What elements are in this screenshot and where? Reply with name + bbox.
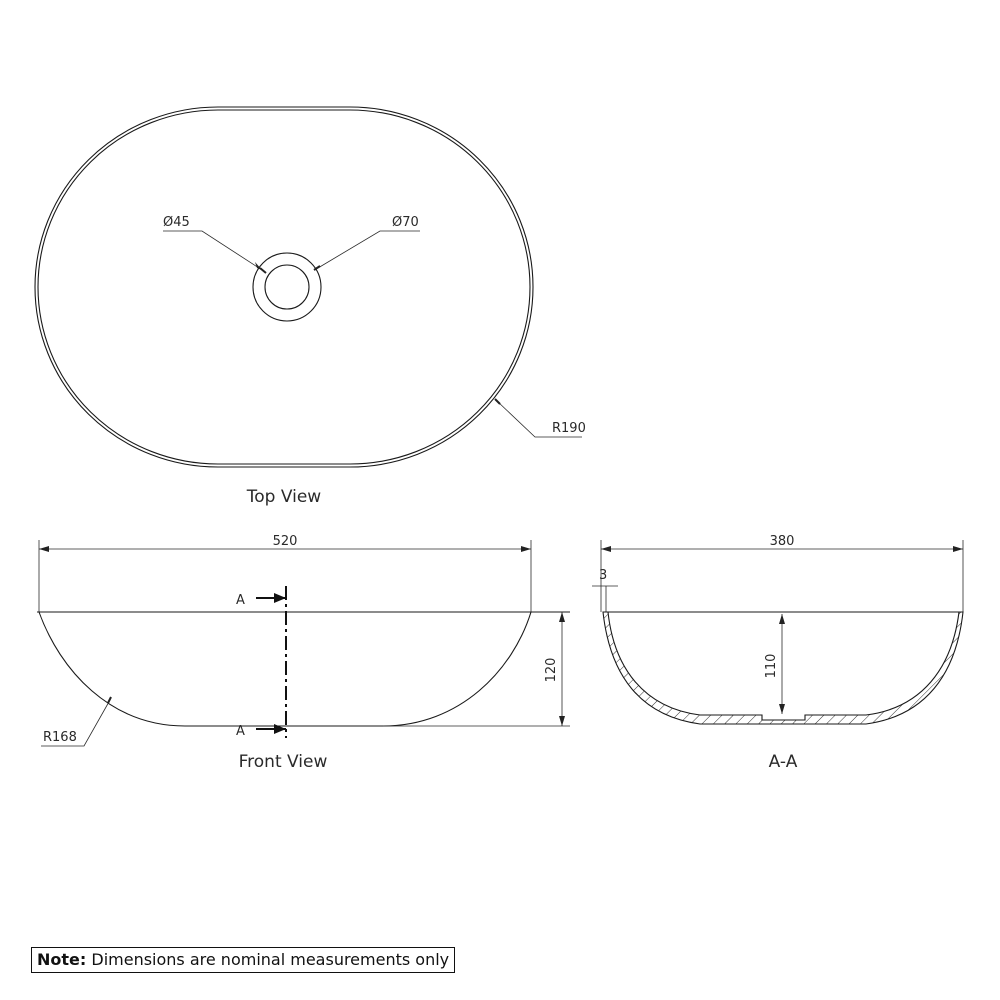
dim-front-radius: R168 <box>43 730 77 745</box>
waste-outer-circle <box>253 253 321 321</box>
section-view <box>592 534 963 772</box>
dim-top-radius: R190 <box>552 421 586 436</box>
dim-height: 120 <box>544 657 559 683</box>
note-box <box>31 947 455 973</box>
dim-waste-inner: Ø45 <box>163 215 190 230</box>
section-marker-top: A <box>236 593 245 608</box>
dim-wall: 3 <box>599 568 608 583</box>
top-view <box>35 107 586 507</box>
section-view-title: A-A <box>768 752 798 772</box>
basin-outer-rim <box>35 107 533 467</box>
basin-inner-rim <box>38 110 530 464</box>
front-view-title: Front View <box>238 752 328 772</box>
dim-depth: 110 <box>764 653 779 679</box>
note-label: Note: <box>37 950 87 969</box>
section-marker-bottom: A <box>236 724 245 739</box>
top-view-title: Top View <box>246 487 322 507</box>
leader-waste-outer <box>314 231 420 270</box>
dim-width: 380 <box>769 534 795 549</box>
leader-waste-inner <box>163 231 266 273</box>
dim-length: 520 <box>272 534 298 549</box>
note-text: Dimensions are nominal measurements only <box>91 950 450 969</box>
waste-inner-circle <box>265 265 309 309</box>
front-view <box>37 534 570 772</box>
dim-waste-outer: Ø70 <box>392 215 419 230</box>
